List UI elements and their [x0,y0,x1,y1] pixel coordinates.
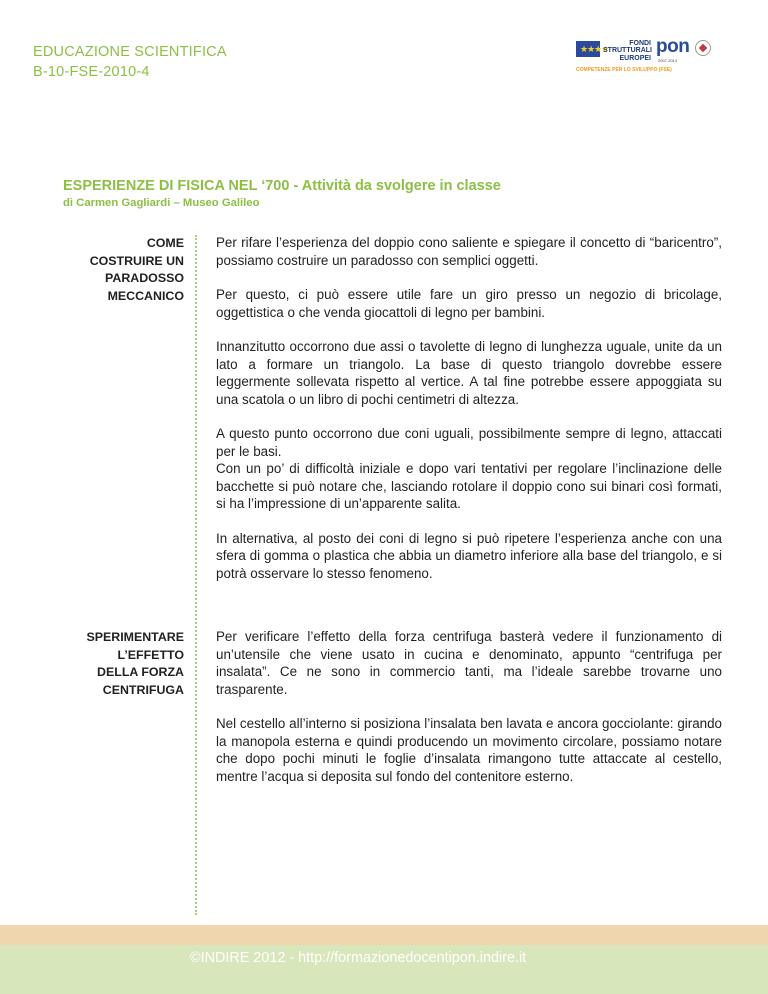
header-code: B-10-FSE-2010-4 [33,64,150,80]
section-body-paradosso [216,234,722,599]
article-author: di Carmen Gagliardi – Museo Galileo [63,197,260,209]
paragraph: Nel cestello all’interno si posiziona l’insalata ben lavata e ancora gocciolante: girando la manopola esterna e quindi producendo un movimento circolare, possiamo notare che dopo pochi minuti le foglie d’insalata rimangono tutte attaccate al cestello, mentre l’acqua si deposita sul fondo del contenitore esterno. [216,716,722,784]
footer-copyright: ©INDIRE 2012 - http://formazionedocentipon.indire.it [190,950,527,966]
section-body-centrifuga [216,628,722,802]
pon-years: 2007-2013 [658,58,678,63]
dotted-divider [195,235,197,915]
paragraph: In alternativa, al posto dei coni di legno si può ripetere l’esperienza anche con una sfera di gomma o plastica che abbia un diametro inferiore alla base del triangolo, e si potrà osservare lo stesso fenomeno. [216,530,722,581]
paragraph: Con un po’ di difficoltà iniziale e dopo vari tentativi per regolare l’inclinazione delle bacchette si può notare che, lasciando rotolare il doppio cono sui binari così formati, si ha l’impressione di un’apparente salita. [216,461,722,511]
paragraph: Per rifare l’esperienza del doppio cono saliente e spiegare il concetto di “baricentro”, possiamo costruire un paradosso con semplici oggetti. [216,235,722,268]
page-footer [0,925,768,994]
paragraph: A questo punto occorrono due coni uguali, possibilmente sempre di legno, attaccati per le basi. [216,426,722,459]
paragraph: Innanzitutto occorrono due assi o tavolette di legno di lunghezza uguale, unite da un lato a formare un triangolo. La base di questo triangolo dovrebbe essere leggermente sollevata rispetto al vertice. A tal fine potrebbe essere appoggiata su una scatola o un libro di pochi centimetri di altezza. [216,339,722,407]
italian-republic-emblem-icon [695,40,711,56]
section-label-centrifuga: SPERIMENTARE L’EFFETTO DELLA FORZA CENTRIFUGA [86,630,184,697]
paragraph: Per verificare l’effetto della forza centrifuga basterà vedere il funzionamento di un’utensile che viene usato in cucina e denominato, appunto “centrifuga per insalata”. Ce ne sono in commercio tanti, ma l’ideale sarebbe trovarne uno trasparente. [216,629,722,697]
pon-logo: pon [656,36,690,57]
fondi-strutturali-logo: FONDI STRUTTURALI EUROPEI [603,40,652,62]
page-header [33,42,227,82]
paragraph: Per questo, ci può essere utile fare un giro presso un negozio di bricolage, oggettistica o che venda giocattoli di legno per bambini. [216,287,722,320]
eu-flag-icon: ★★★★ [576,41,600,57]
footer-band-top [0,925,768,945]
header-subject: EDUCAZIONE SCIENTIFICA [33,44,227,60]
section-label-paradosso: COME COSTRUIRE UN PARADOSSO MECCANICO [89,236,184,303]
article-title: ESPERIENZE DI FISICA NEL ‘700 - Attività da svolgere in classe [63,178,501,194]
competenze-caption: COMPETENZE PER LO SVILUPPO (FSE) [576,67,672,73]
program-logos [576,38,714,74]
